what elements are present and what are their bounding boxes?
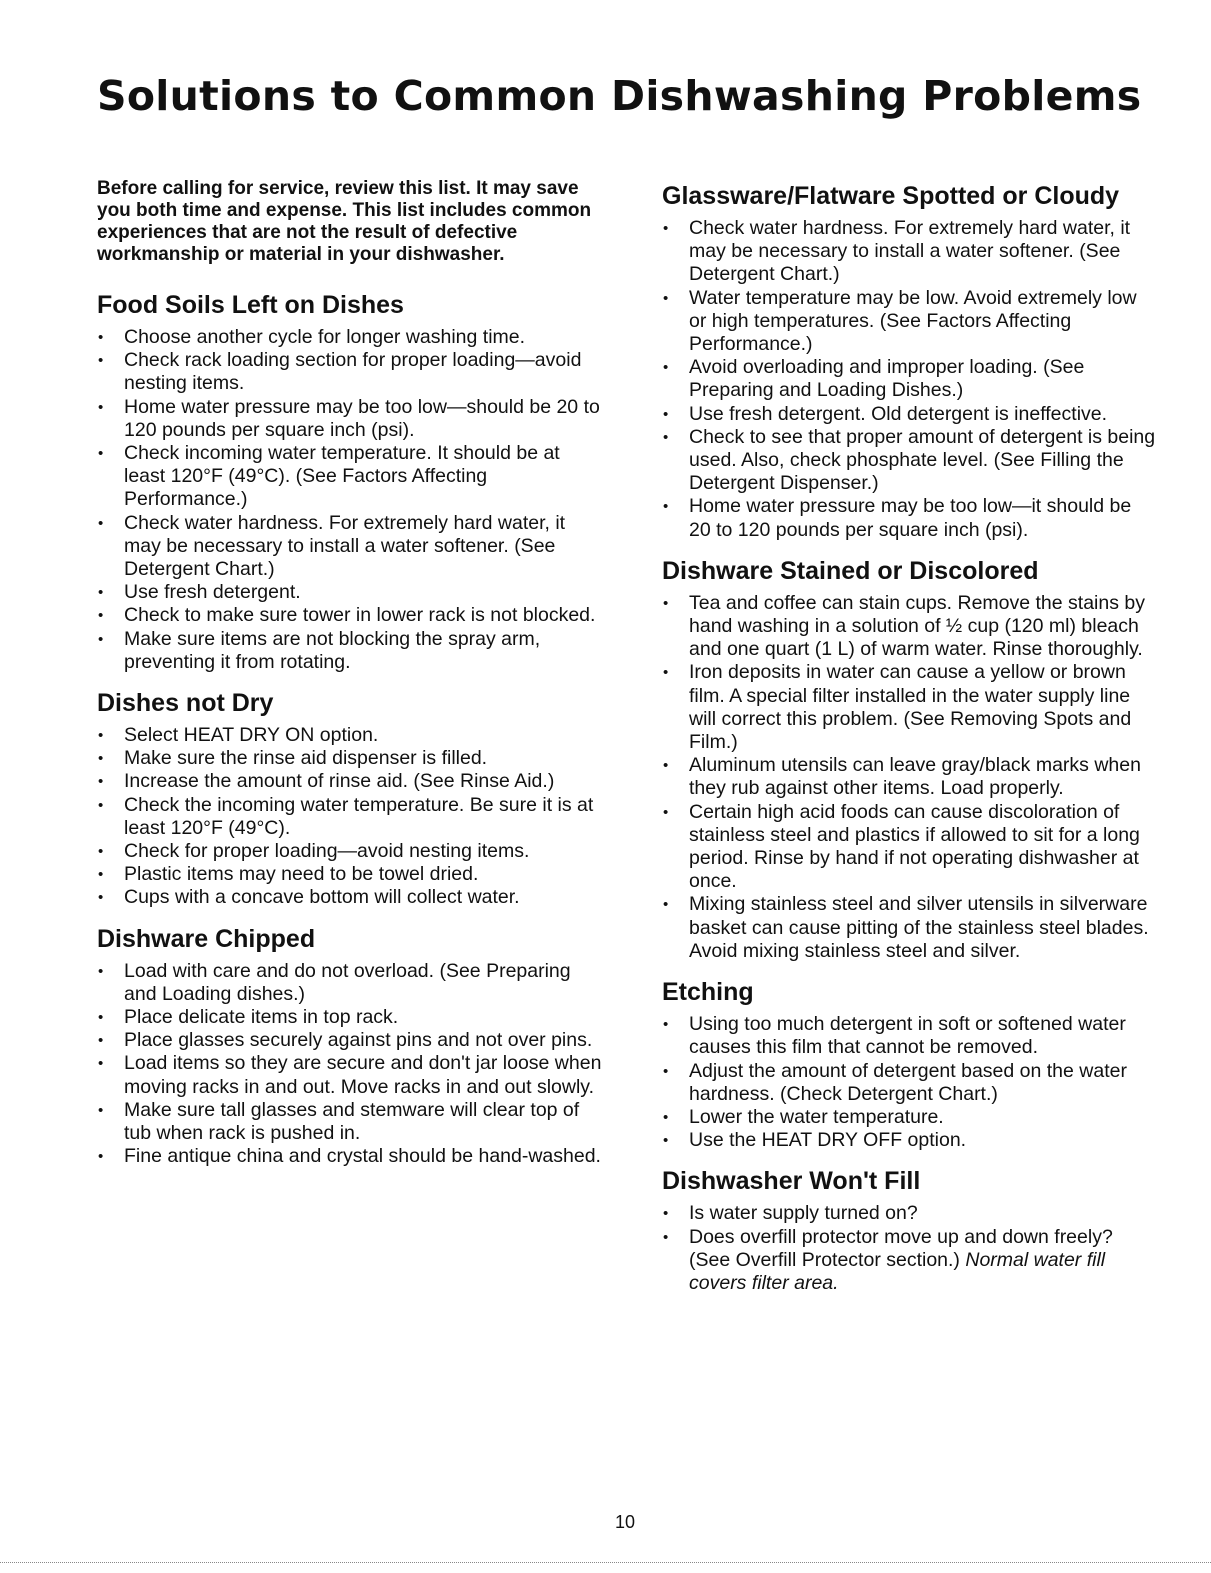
list-item: • Choose another cycle for longer washing time. (97, 326, 602, 349)
list-item: • Load items so they are secure and don't jar loose when moving racks in and out. Move racks in and out slowly. (97, 1052, 602, 1098)
list-item: • Avoid overloading and improper loading. (See Preparing and Loading Dishes.) (662, 356, 1157, 402)
list-item: • Aluminum utensils can leave gray/black marks when they rub against other items. Load properly. (662, 754, 1157, 800)
list-item: • Use fresh detergent. (97, 581, 602, 604)
page-title: Solutions to Common Dishwashing Problems (97, 72, 1142, 120)
section-heading: Dishes not Dry (97, 689, 274, 718)
list-item: • Using too much detergent in soft or softened water causes this film that cannot be removed. (662, 1013, 1157, 1059)
list-item: • Water temperature may be low. Avoid extremely low or high temperatures. (See Factors Affecting Performance.) (662, 287, 1157, 357)
section-wont-fill (662, 1166, 1157, 1295)
left-column (97, 178, 602, 1183)
list-item: • Fine antique china and crystal should be hand-washed. (97, 1145, 602, 1168)
list-item: • Mixing stainless steel and silver utensils in silverware basket can cause pitting of the stainless steel blades. Avoid mixing stainless steel and silver. (662, 893, 1157, 963)
section-dishware-stained (662, 556, 1157, 963)
list-item: • Plastic items may need to be towel dried. (97, 863, 602, 886)
list-item: • Check water hardness. For extremely hard water, it may be necessary to install a water softener. (See Detergent Chart.) (662, 217, 1157, 287)
intro-paragraph: Before calling for service, review this list. It may save you both time and expense. This list includes common experiences that are not the result of defective workmanship or material in your dishwasher. (97, 178, 592, 265)
list-item: • Check to see that proper amount of detergent is being used. Also, check phosphate level. (See Filling the Detergent Dispenser.) (662, 426, 1157, 496)
list-item: • Cups with a concave bottom will collect water. (97, 886, 602, 909)
list-item: • Certain high acid foods can cause discoloration of stainless steel and plastics if allowed to sit for a long period. Rinse by hand if not operating dishwasher at once. (662, 801, 1157, 894)
list-item: • Make sure tall glasses and stemware will clear top of tub when rack is pushed in. (97, 1099, 602, 1145)
list-item: • Place glasses securely against pins and not over pins. (97, 1029, 602, 1052)
section-etching (662, 977, 1157, 1152)
list-item-text: Does overfill protector move up and down freely? (See Overfill Protector section.) (689, 1225, 1113, 1271)
list-item: • Lower the water temperature. (662, 1106, 1157, 1129)
list-item: • Select HEAT DRY ON option. (97, 724, 602, 747)
section-dishware-chipped (97, 924, 602, 1169)
list-item: • Increase the amount of rinse aid. (See Rinse Aid.) (97, 770, 602, 793)
list-item: • Check for proper loading—avoid nesting items. (97, 840, 602, 863)
list-item: • Home water pressure may be too low—should be 20 to 120 pounds per square inch (psi). (97, 396, 602, 442)
section-heading: Dishware Stained or Discolored (662, 556, 1039, 585)
section-heading: Dishwasher Won't Fill (662, 1167, 921, 1196)
list-item: • Check to make sure tower in lower rack is not blocked. (97, 604, 602, 627)
bottom-divider (0, 1562, 1211, 1564)
list-item: • Make sure items are not blocking the spray arm, preventing it from rotating. (97, 628, 602, 674)
list-item: • Check rack loading section for proper loading—avoid nesting items. (97, 349, 602, 395)
section-heading: Etching (662, 978, 754, 1007)
list-item: • Use fresh detergent. Old detergent is ineffective. (662, 403, 1157, 426)
list-item: • Check the incoming water temperature. Be sure it is at least 120°F (49°C). (97, 794, 602, 840)
section-heading: Glassware/Flatware Spotted or Cloudy (662, 182, 1120, 210)
list-item: • Place delicate items in top rack. (97, 1006, 602, 1029)
list-item (662, 1226, 1157, 1296)
section-heading: Dishware Chipped (97, 924, 316, 953)
list-item: • Tea and coffee can stain cups. Remove the stains by hand washing in a solution of ½ cup (120 ml) bleach and one quart (1 L) of warm water. Rinse thoroughly. (662, 592, 1157, 662)
list-item: • Use the HEAT DRY OFF option. (662, 1129, 1157, 1152)
section-glassware-spotted (662, 181, 1157, 542)
section-food-soils (97, 290, 602, 674)
list-item: • Check incoming water temperature. It should be at least 120°F (49°C). (See Factors Affecting Performance.) (97, 442, 602, 512)
page-number: 10 (615, 1512, 636, 1532)
list-item: • Is water supply turned on? (662, 1202, 1157, 1225)
list-item: • Check water hardness. For extremely hard water, it may be necessary to install a water softener. (See Detergent Chart.) (97, 512, 602, 582)
list-item: • Load with care and do not overload. (See Preparing and Loading dishes.) (97, 960, 602, 1006)
right-column (662, 181, 1157, 1309)
list-item: • Adjust the amount of detergent based on the water hardness. (Check Detergent Chart.) (662, 1060, 1157, 1106)
italic-note: Normal water fill covers filter area. (689, 1248, 1106, 1294)
section-dishes-not-dry (97, 688, 602, 910)
list-item: • Home water pressure may be too low—it should be 20 to 120 pounds per square inch (psi). (662, 495, 1157, 541)
list-item: • Make sure the rinse aid dispenser is filled. (97, 747, 602, 770)
list-item: • Iron deposits in water can cause a yellow or brown film. A special filter installed in the water supply line will correct this problem. (See Removing Spots and Film.) (662, 661, 1157, 754)
section-heading: Food Soils Left on Dishes (97, 291, 404, 319)
